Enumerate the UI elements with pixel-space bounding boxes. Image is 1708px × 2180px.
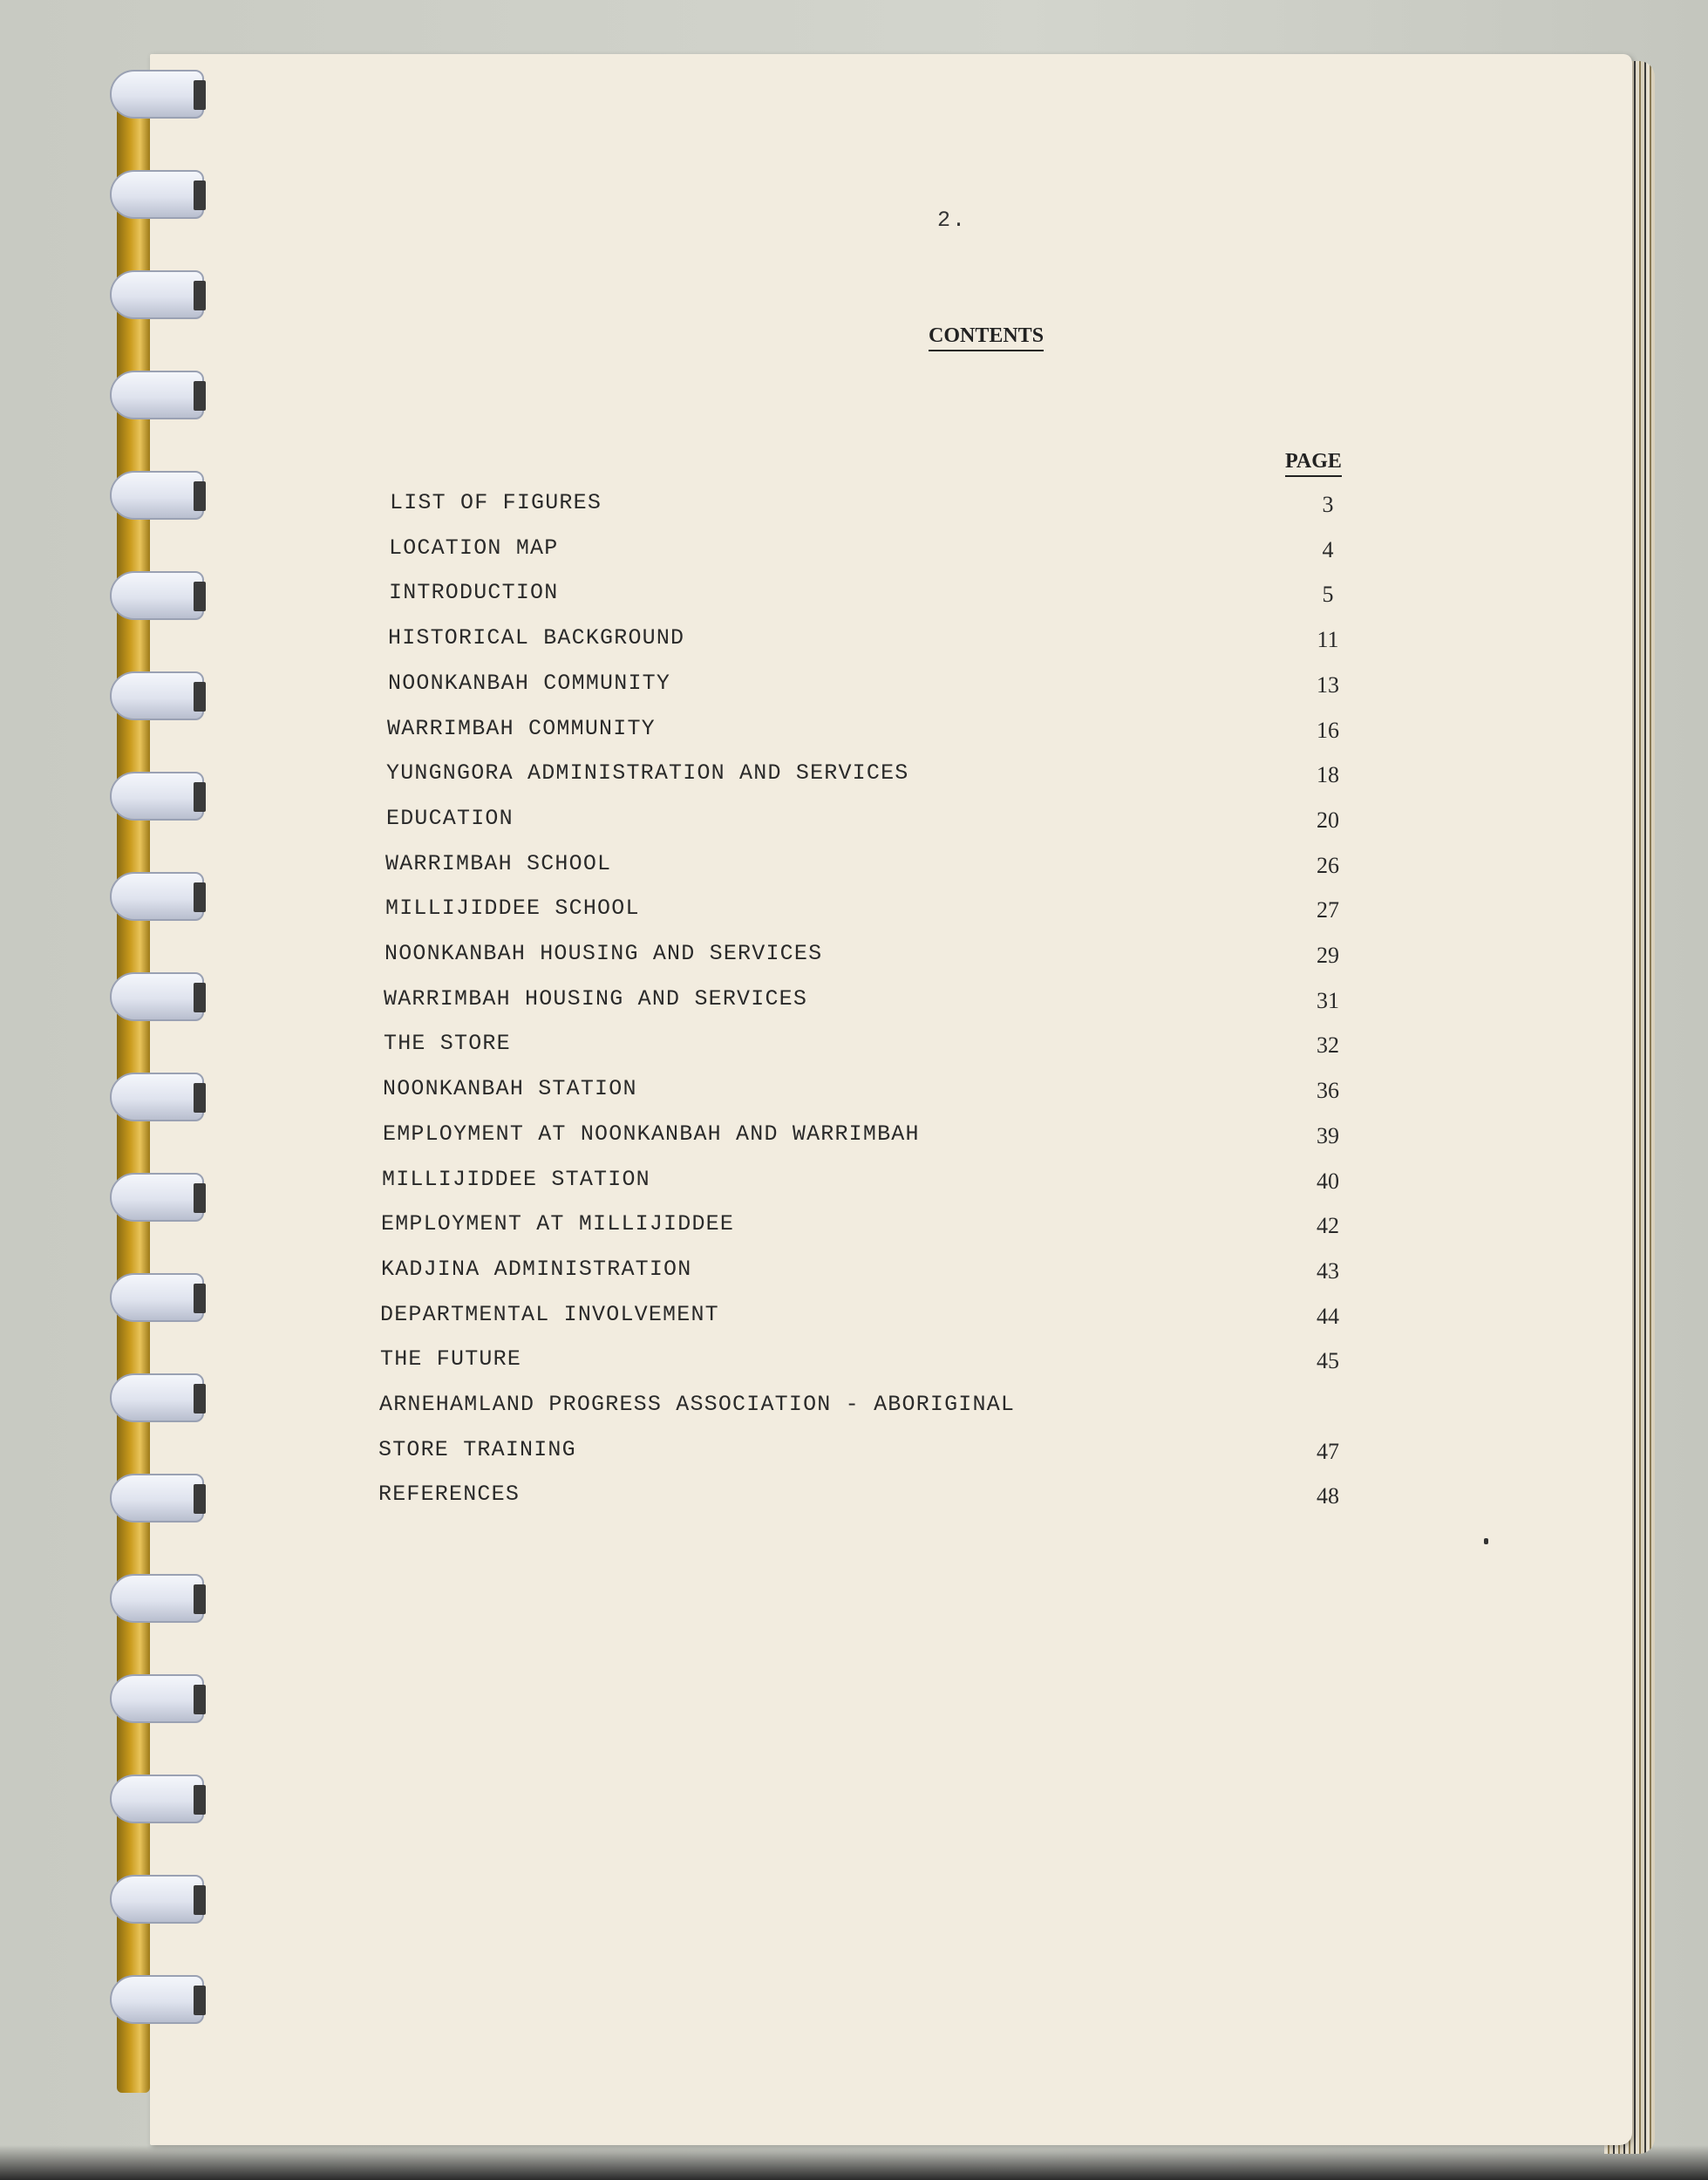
toc-entry-title: YUNGNGORA ADMINISTRATION AND SERVICES	[386, 760, 909, 786]
binding-ring	[110, 1775, 204, 1823]
toc-entry-page: 26	[1317, 853, 1339, 878]
toc-entry	[0, 1211, 1708, 1246]
toc-entry	[0, 851, 1708, 886]
toc-entry	[0, 1257, 1708, 1291]
toc-entry	[0, 1031, 1708, 1066]
binding-ring	[110, 270, 204, 319]
toc-entry-title: MILLIJIDDEE SCHOOL	[385, 896, 640, 921]
page-column-header: PAGE	[1285, 450, 1342, 477]
toc-entry	[0, 760, 1708, 795]
paper-speck	[1484, 1538, 1488, 1544]
toc-entry-page: 13	[1317, 672, 1339, 698]
toc-entry-title: EMPLOYMENT AT NOONKANBAH AND WARRIMBAH	[383, 1121, 920, 1147]
toc-entry	[0, 1302, 1708, 1337]
toc-entry-page: 27	[1317, 897, 1339, 923]
toc-entry	[0, 896, 1708, 930]
toc-entry-title: WARRIMBAH SCHOOL	[385, 851, 612, 876]
toc-entry-page: 48	[1317, 1483, 1339, 1509]
toc-entry-title: KADJINA ADMINISTRATION	[381, 1257, 692, 1282]
toc-entry-page: 4	[1322, 537, 1334, 562]
toc-entry	[0, 1076, 1708, 1111]
toc-entry	[0, 1392, 1708, 1427]
toc-entry-title: NOONKANBAH COMMUNITY	[388, 671, 671, 696]
contents-title: CONTENTS	[929, 324, 1044, 351]
toc-entry-page: 18	[1317, 762, 1339, 787]
toc-entry-title: REFERENCES	[378, 1482, 521, 1507]
toc-entry	[0, 806, 1708, 841]
toc-entry	[0, 1167, 1708, 1202]
binding-ring	[110, 1674, 204, 1723]
toc-entry	[0, 1346, 1708, 1381]
toc-entry	[0, 1437, 1708, 1472]
toc-entry-title: MILLIJIDDEE STATION	[382, 1167, 650, 1192]
toc-entry-title: LOCATION MAP	[389, 535, 559, 561]
toc-entry-page: 39	[1317, 1123, 1339, 1148]
toc-entry-title: ARNEHAMLAND PROGRESS ASSOCIATION - ABORIGINAL	[379, 1392, 1016, 1417]
toc-entry-page: 36	[1317, 1078, 1339, 1103]
toc-entry	[0, 1121, 1708, 1156]
scan-bottom-shadow	[0, 2145, 1708, 2180]
page-number: 2.	[937, 208, 968, 233]
toc-entry-page: 3	[1322, 492, 1334, 517]
toc-entry-page: 31	[1317, 988, 1339, 1013]
toc-entry-title: WARRIMBAH COMMUNITY	[387, 716, 656, 741]
toc-entry-title: STORE TRAINING	[378, 1437, 576, 1462]
toc-entry-page: 32	[1317, 1032, 1339, 1058]
toc-entry-title: LIST OF FIGURES	[390, 490, 602, 515]
toc-entry-title: WARRIMBAH HOUSING AND SERVICES	[384, 986, 808, 1012]
toc-entry	[0, 625, 1708, 660]
toc-entry-page: 44	[1317, 1304, 1339, 1329]
toc-entry-page: 16	[1317, 718, 1339, 743]
toc-entry-title: NOONKANBAH HOUSING AND SERVICES	[384, 941, 823, 966]
toc-entry-page: 43	[1317, 1258, 1339, 1284]
toc-entry	[0, 490, 1708, 525]
toc-entry	[0, 671, 1708, 705]
toc-entry-title: DEPARTMENTAL INVOLVEMENT	[380, 1302, 719, 1327]
toc-entry-title: THE FUTURE	[380, 1346, 522, 1372]
toc-entry	[0, 941, 1708, 976]
toc-entry-title: NOONKANBAH STATION	[383, 1076, 637, 1101]
toc-entry-title: HISTORICAL BACKGROUND	[388, 625, 685, 651]
toc-entry	[0, 580, 1708, 615]
toc-entry	[0, 716, 1708, 751]
toc-entry-page: 47	[1317, 1439, 1339, 1464]
toc-entry-title: THE STORE	[384, 1031, 511, 1056]
binding-ring	[110, 371, 204, 419]
binding-ring	[110, 1574, 204, 1623]
binding-ring	[110, 1875, 204, 1924]
binding-ring	[110, 170, 204, 219]
toc-entry-page: 20	[1317, 807, 1339, 833]
toc-entry-page: 42	[1317, 1213, 1339, 1238]
toc-entry	[0, 1482, 1708, 1516]
toc-entry	[0, 535, 1708, 570]
toc-entry-title: EMPLOYMENT AT MILLIJIDDEE	[381, 1211, 735, 1236]
binding-ring	[110, 1975, 204, 2024]
toc-entry-page: 11	[1317, 627, 1339, 652]
toc-entry-title: EDUCATION	[386, 806, 514, 831]
toc-entry-page: 29	[1317, 943, 1339, 968]
toc-entry	[0, 986, 1708, 1021]
toc-entry-page: 40	[1317, 1168, 1339, 1194]
toc-entry-page: 45	[1317, 1348, 1339, 1373]
toc-entry-title: INTRODUCTION	[389, 580, 559, 605]
toc-entry-page: 5	[1322, 582, 1334, 607]
binding-ring	[110, 70, 204, 119]
